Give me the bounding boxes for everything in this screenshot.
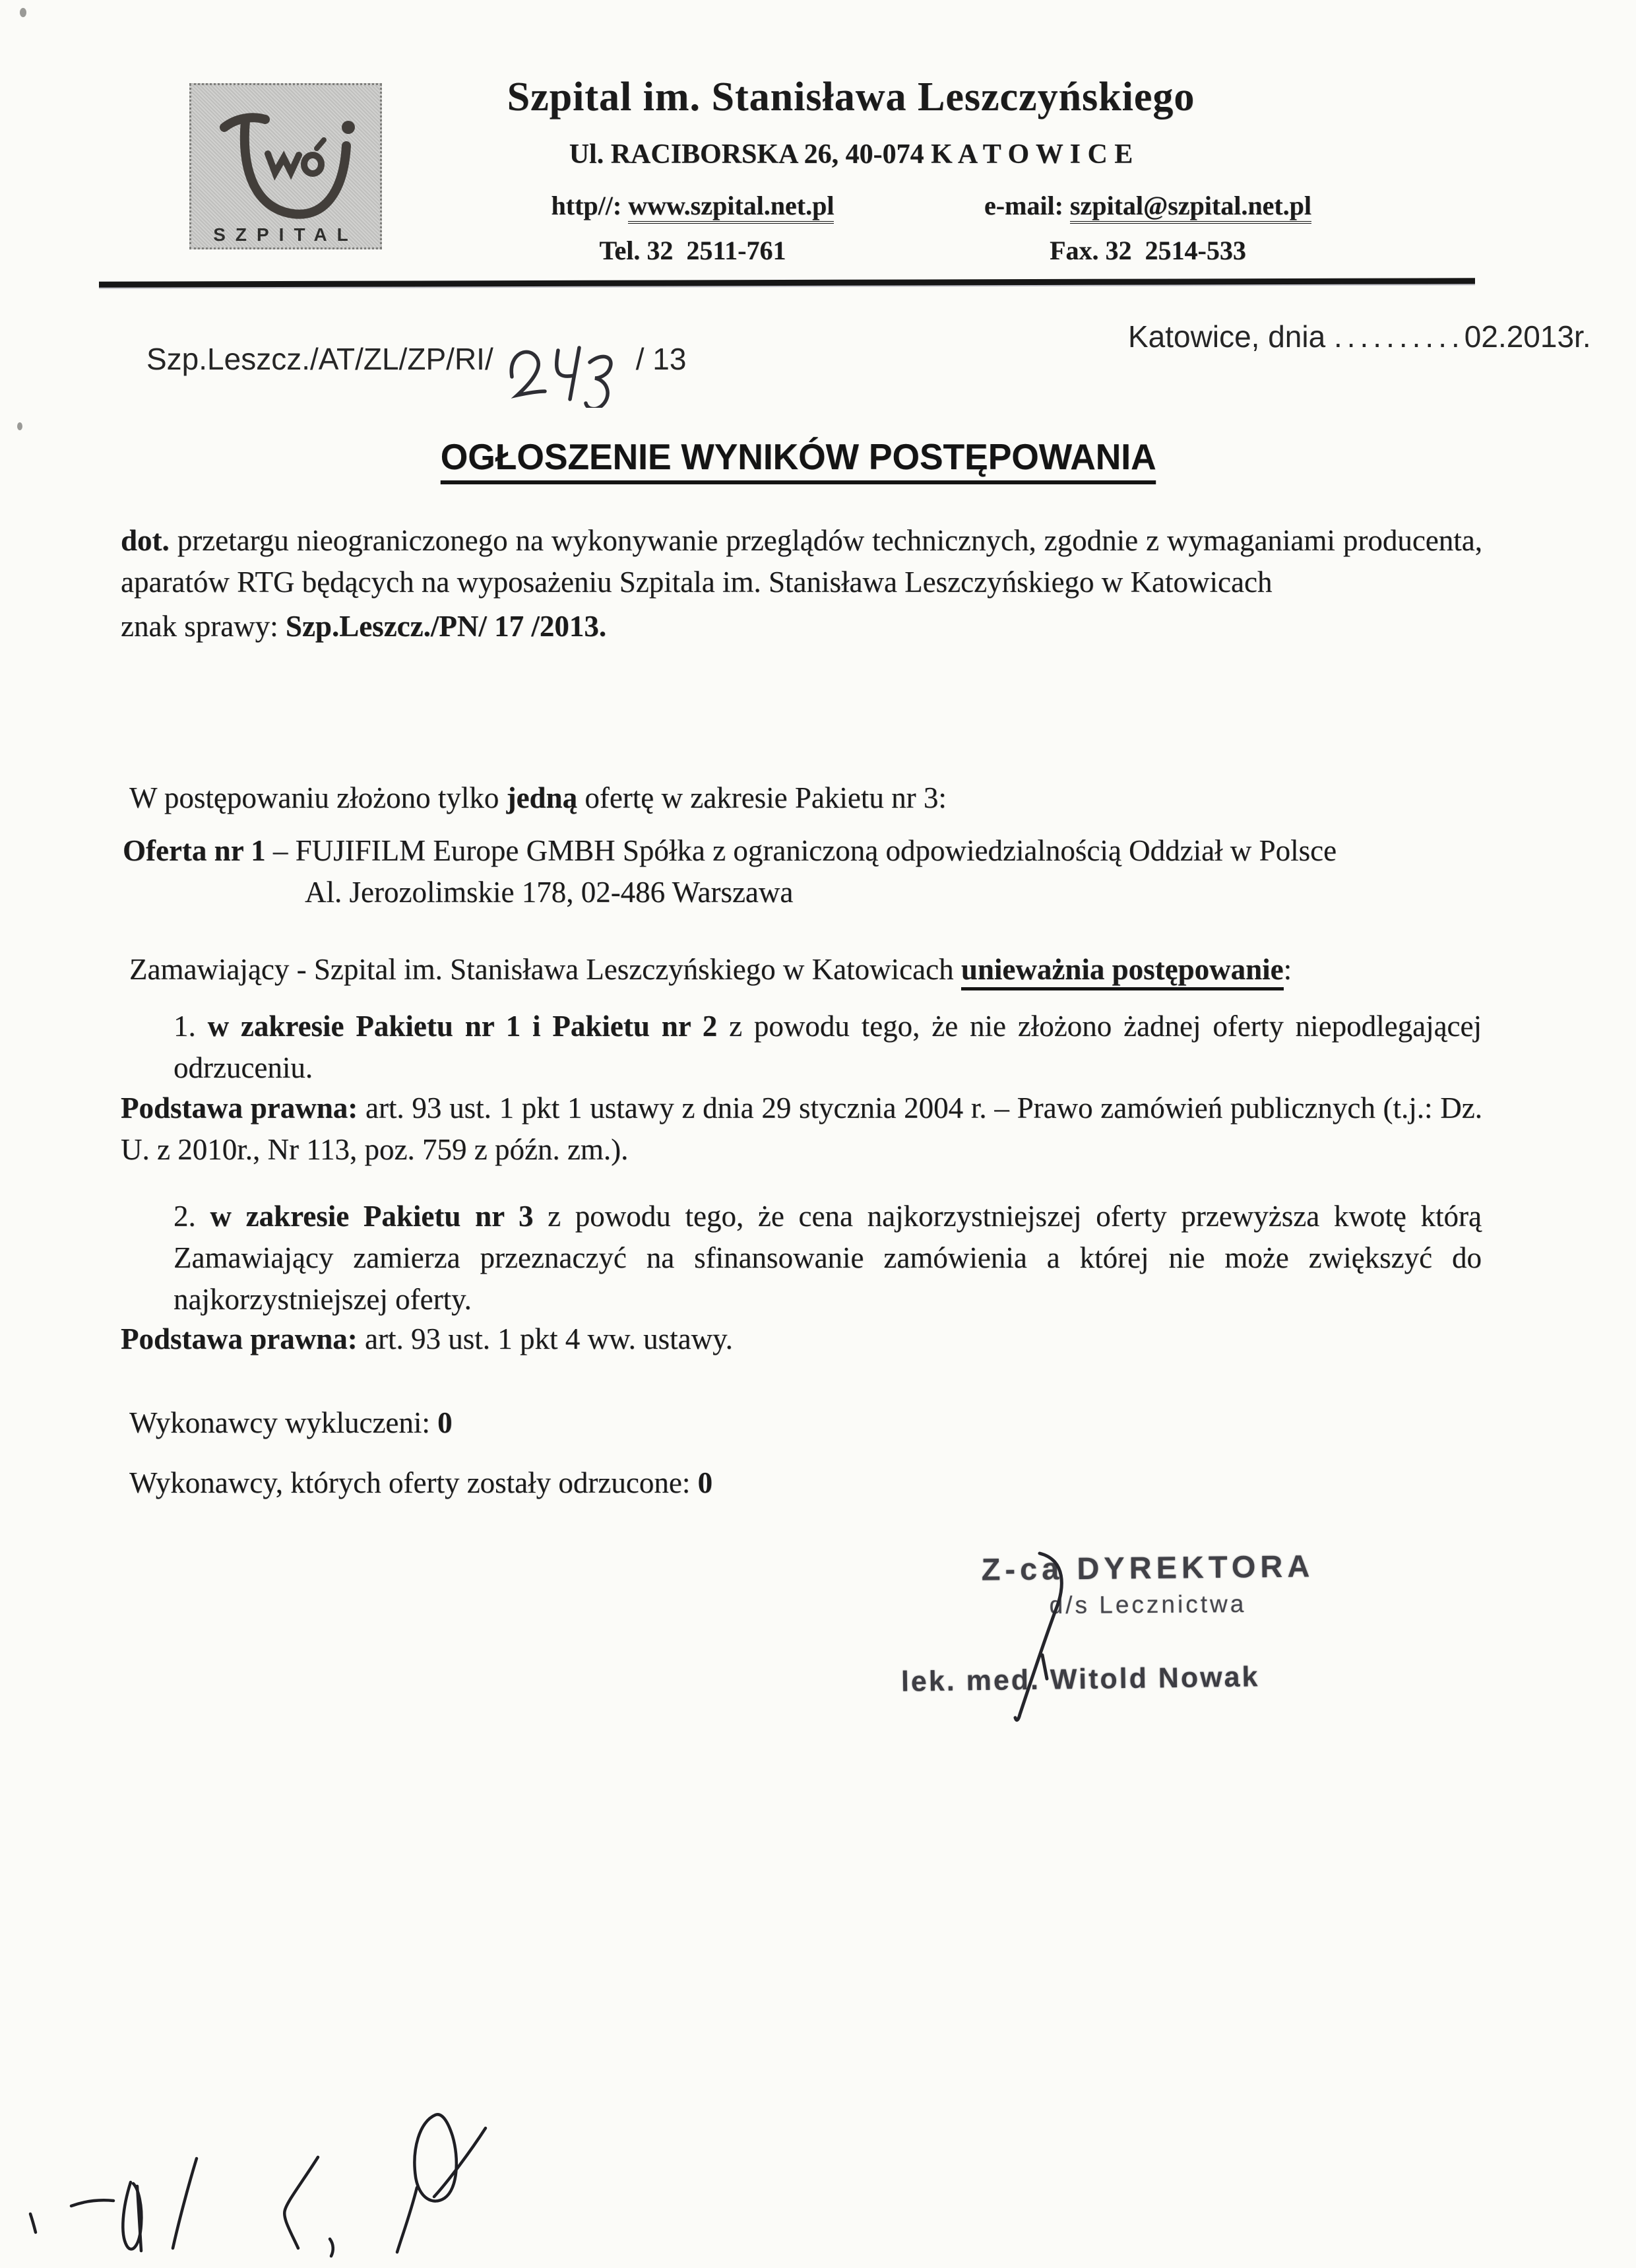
item2-bold: w zakresie Pakietu nr 3 [195,1200,548,1233]
offers-intro-bold: jedną [506,781,578,814]
subject-paragraph [121,520,1482,647]
item1-number: 1. [173,1010,196,1043]
logo-smile-icon [191,85,380,247]
item1-text: z powodu tego, że nie złożono żadnej oferty niepodlegającej odrzuceniu. [173,1010,1482,1084]
legal1-label: Podstawa prawna: [121,1091,358,1124]
stamp-position-line2: d/s Lecznictwa [1049,1590,1247,1619]
rejected-value: 0 [697,1466,713,1499]
item1-bold: w zakresie Pakietu nr 1 i Pakietu nr 2 [195,1010,730,1043]
reference-row [146,319,1591,408]
director-stamp [897,1549,1399,1696]
offer-label: Oferta nr 1 [123,834,266,867]
offers-intro-post: ofertę w zakresie Pakietu nr 3: [577,781,947,814]
email-label: e-mail: [984,191,1063,220]
date-dots: .......... [1333,319,1464,354]
telephone-line: Tel. 32 2511-761 [599,236,786,265]
logo-bottom-text: SZPITAL [213,224,358,245]
excluded-value: 0 [437,1406,453,1439]
header-divider-rule [99,278,1475,287]
document-title: OGŁOSZENIE WYNIKÓW POSTĘPOWANIA [441,436,1156,484]
fax-line: Fax. 32 2514-533 [1050,236,1246,265]
hospital-name: Szpital im. Stanisława Leszczyńskiego [507,75,1195,119]
rejected-offers-line [129,1462,1317,1504]
reference-suffix: / 13 [635,342,687,376]
city-date-label: Katowice, dnia [1128,319,1326,354]
annulment-item-1 [173,1006,1482,1089]
offer-block [123,830,1486,913]
item2-text: z powodu tego, że cena najkorzystniejszej oferty przewyższa kwotę którą Zamawiający zamierza przeznaczyć na sfinansowanie zamówienia a której nie może zwiększyć do najkorzystniejszej oferty. [173,1200,1482,1316]
stamp-name-line: lek. med. Witold Nowak [900,1661,1260,1698]
annulment-line [129,949,1515,990]
website-label: http//: [551,191,622,220]
email-address: szpital@szpital.net.pl [1070,191,1311,224]
director-signature [983,1539,1128,1743]
item2-number: 2. [173,1200,196,1233]
scan-speck [20,8,26,17]
rejected-label: Wykonawcy, których oferty zostały odrzucone: [129,1466,698,1499]
subject-text: przetargu nieograniczonego na wykonywanie przeglądów technicznych, zgodnie z wymaganiami producenta, aparatów RTG będących na wyposażeniu Szpitala im. Stanisława Leszczyńskiego w Katowicach [121,524,1482,599]
annulment-bold: unieważnia postępowanie [961,953,1284,990]
stamp-position-line1: Z-ca DYREKTORA [981,1548,1315,1587]
annulment-pre: Zamawiający - Szpital im. Stanisława Leszczyńskiego w Katowicach [129,953,961,986]
document-title-wrap [0,436,1596,484]
legal-basis-1 [121,1087,1482,1171]
legal1-text: art. 93 ust. 1 pkt 1 ustawy z dnia 29 stycznia 2004 r. – Prawo zamówień publicznych (t.j.: Dz. U. z 2010r., Nr 113, poz. 759 z późn. zm.). [121,1091,1482,1166]
city-date [1128,319,1591,354]
case-number: Szp.Leszcz./PN/ 17 /2013. [285,610,607,643]
excluded-contractors-line [129,1402,1185,1444]
reference-prefix: Szp.Leszcz./AT/ZL/ZP/RI/ [146,342,493,376]
case-number-line [121,606,1482,647]
website-line [508,190,877,221]
date-suffix: 02.2013r. [1464,319,1591,354]
email-line [937,190,1359,221]
offer-company: – FUJIFILM Europe GMBH Spółka z ograniczoną odpowiedzialnością Oddział w Polsce [265,834,1337,867]
website-url: www.szpital.net.pl [628,191,834,224]
handwritten-initials-scribble [20,2095,521,2267]
offers-intro-pre: W postępowaniu złożono tylko [129,781,507,814]
excluded-label: Wykonawcy wykluczeni: [129,1406,438,1439]
hospital-address: Ul. RACIBORSKA 26, 40-074 K A T O W I C E [569,139,1133,170]
legal2-text: art. 93 ust. 1 pkt 4 ww. ustawy. [357,1322,733,1355]
offers-intro-line [129,777,1488,819]
subject-block [121,524,1482,599]
offer-address: Al. Jerozolimskie 178, 02-486 Warszawa [305,876,794,909]
legal-basis-2 [121,1318,1482,1360]
scan-speck [17,422,22,430]
annulment-colon: : [1283,953,1292,986]
subject-label: dot. [121,524,170,557]
hospital-logo [189,83,382,249]
case-label: znak sprawy: [121,610,286,643]
annulment-item-2 [173,1196,1482,1320]
legal2-label: Podstawa prawna: [121,1322,358,1355]
logo-j-dot [342,121,355,134]
handwritten-reference-number [500,319,632,408]
